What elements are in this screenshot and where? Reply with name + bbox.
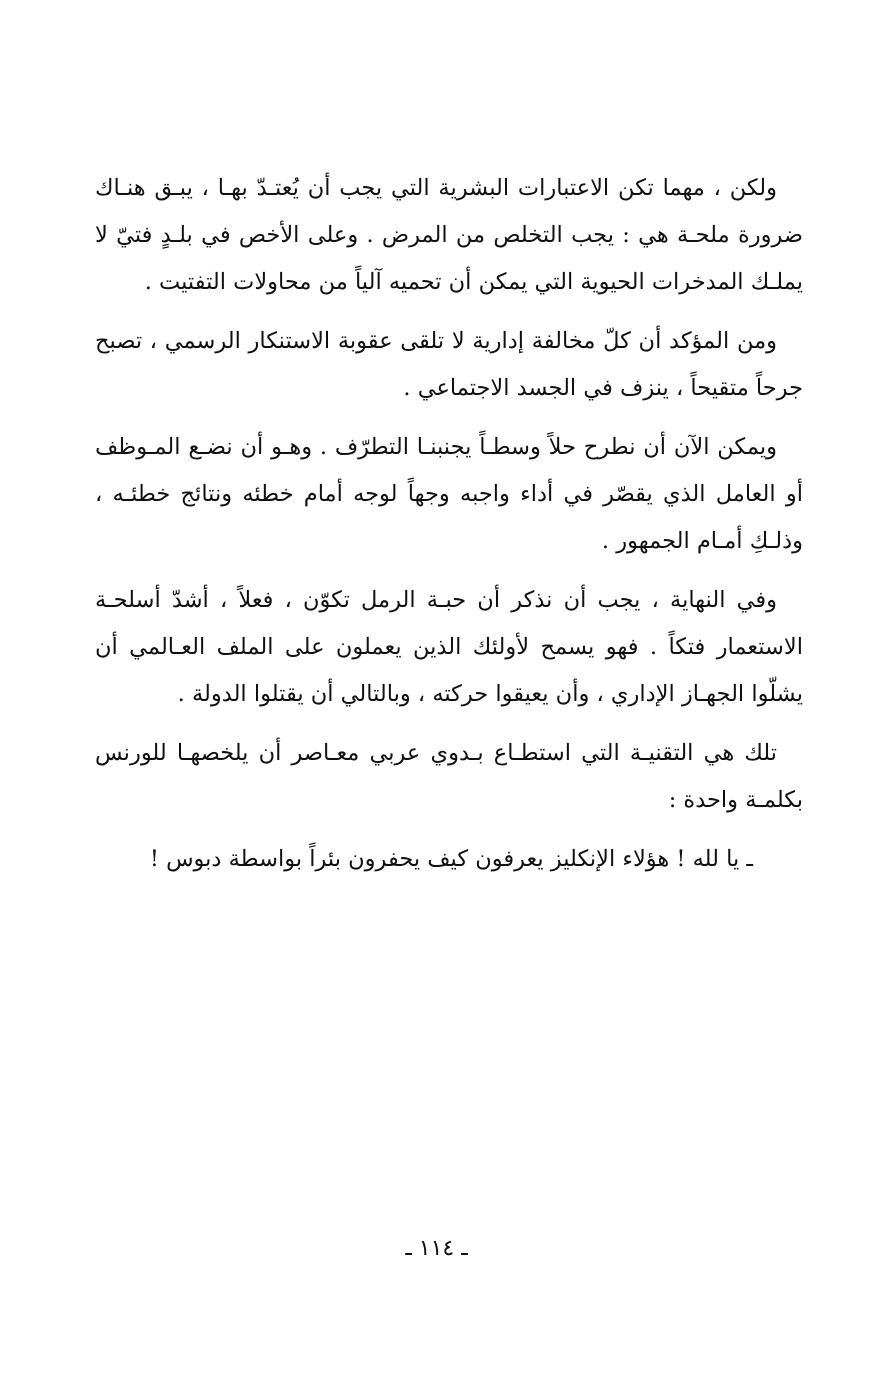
paragraph-3: ويمكن الآن أن نطرح حلاً وسطـاً يجنبنـا التطرّف . وهـو أن نضـع المـوظف أو العامل الذي يقصّر في أداء واجبه وجهاً لوجه أمام خطئه ونتائج خطئـه ، وذلـكِ أمـام الجمهور . bbox=[95, 434, 803, 554]
page-number: ـ ١١٤ ـ bbox=[405, 1236, 468, 1261]
paragraph-1: ولكن ، مهما تكن الاعتبارات البشرية التي يجب أن يُعتـدّ بهـا ، يبـق هنـاك ضرورة ملحـة هي : يجب التخلص من المرض . وعلى الأخص في بلـدٍ فتيّ لا يملـك المدخرات الحيوية التي يمكن أن تحميه آلياً من محاولات التفتيت . bbox=[95, 175, 803, 295]
paragraph-4: وفي النهاية ، يجب أن نذكر أن حبـة الرمل تكوّن ، فعلاً ، أشدّ أسلحـة الاستعمار فتكاً . فهو يسمح لأولئك الذين يعملون على الملف العـالمي أن يشلّوا الجهـاز الإداري ، وأن يعيقوا حركته ، وبالتالي أن يقتلوا الدولة . bbox=[95, 587, 803, 707]
quoted-line: ـ يا لله ! هؤلاء الإنكليز يعرفون كيف يحفرون بئراً بواسطة دبوس ! bbox=[149, 846, 753, 872]
paragraph-2: ومن المؤكد أن كلّ مخالفة إدارية لا تلقى عقوبة الاستنكار الرسمي ، تصبح جرحاً متقيحاً ، ينزف في الجسد الاجتماعي . bbox=[95, 328, 803, 401]
paragraph-5: تلك هي التقنيـة التي استطـاع بـدوي عربي معـاصر أن يلخصهـا للورنس بكلمـة واحدة : bbox=[95, 740, 803, 813]
page-body-text bbox=[95, 165, 803, 883]
